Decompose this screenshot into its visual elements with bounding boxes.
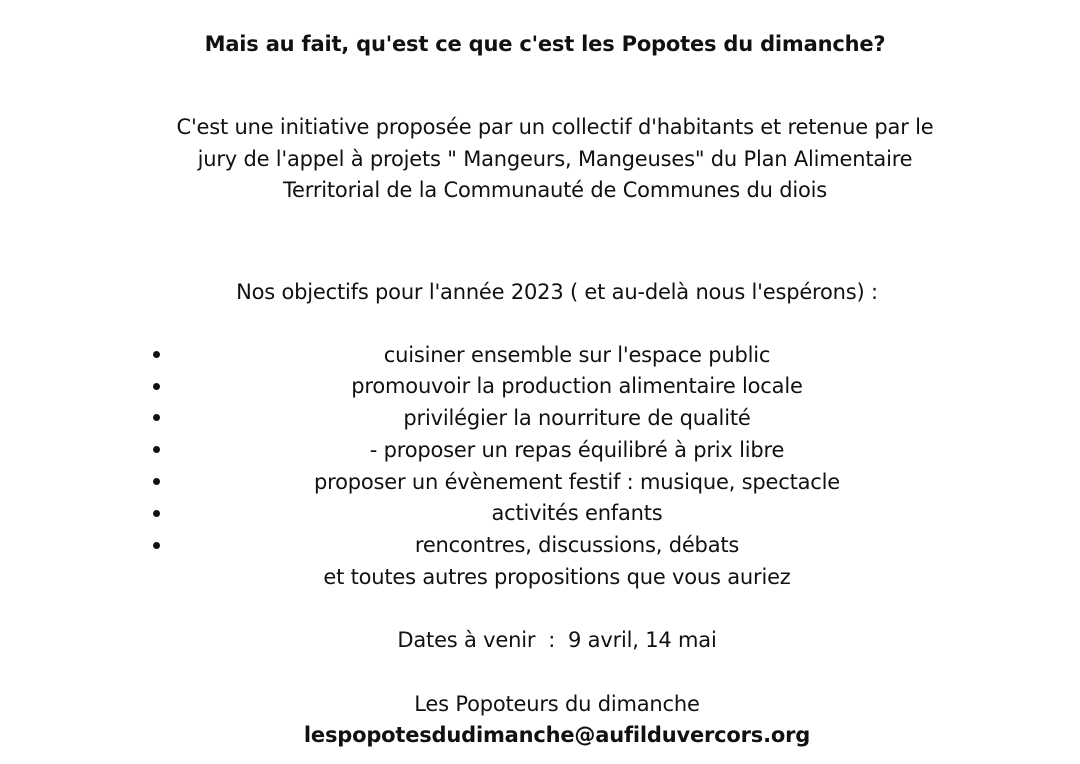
signature: Les Popoteurs du dimanche [414,692,700,716]
list-item: activités enfants [491,501,663,525]
list-item: cuisiner ensemble sur l'espace public [383,343,771,367]
list-item: proposer un évènement festif : musique, spectacle [313,470,841,494]
list-item: promouvoir la production alimentaire locale [351,374,803,398]
page-title: Mais au fait, qu'est ce que c'est les Popotes du dimanche? [204,32,886,56]
dates-line: Dates à venir : 9 avril, 14 mai [397,628,717,652]
email-address: lespopotesdudimanche@aufilduvercors.org [303,723,811,747]
list-item: privilégier la nourriture de qualité [403,406,751,430]
list-item: - proposer un repas équilibré à prix libre [369,438,785,462]
closing-line: et toutes autres propositions que vous auriez [323,565,791,589]
intro-paragraph: C'est une initiative proposée par un collectif d'habitants et retenue par le jury de l'appel à projets " Mangeurs, Mangeuses" du Plan Alimentaire Territorial de la Communauté de Communes du diois [176,115,934,202]
objectives-heading: Nos objectifs pour l'année 2023 ( et au-delà nous l'espérons) : [236,280,878,304]
list-item: rencontres, discussions, débats [414,533,740,557]
